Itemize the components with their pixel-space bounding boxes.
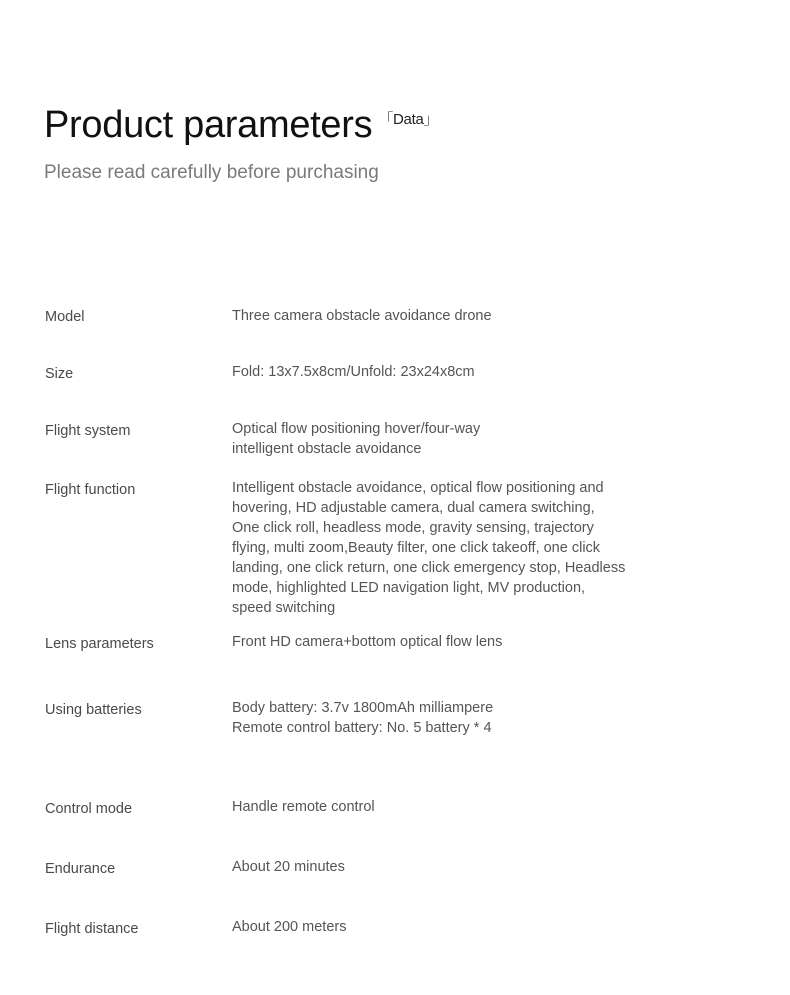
page-subtitle: Please read carefully before purchasing xyxy=(44,162,379,183)
param-value-using-batteries xyxy=(232,698,652,738)
page-title-text: Product parameters xyxy=(44,104,373,146)
param-value-line: Remote control battery: No. 5 battery * 4 xyxy=(232,720,492,736)
param-value-line: Intelligent obstacle avoidance, optical flow positioning and xyxy=(232,480,604,496)
param-value-line: landing, one click return, one click emergency stop, Headless xyxy=(232,560,626,576)
param-value-control-mode xyxy=(232,797,652,817)
page-title-tag: 「Data」 xyxy=(378,111,439,128)
param-value-size xyxy=(232,362,652,382)
param-value-flight-system xyxy=(232,419,652,459)
param-value-line: Optical flow positioning hover/four-way xyxy=(232,421,481,437)
param-label-using-batteries: Using batteries xyxy=(45,702,142,718)
param-value-line: mode, highlighted LED navigation light, MV production, xyxy=(232,580,586,596)
param-value-model xyxy=(232,306,652,326)
param-label-flight-distance: Flight distance xyxy=(45,921,139,937)
param-label-model: Model xyxy=(45,309,85,325)
param-label-control-mode: Control mode xyxy=(45,801,133,817)
param-label-endurance: Endurance xyxy=(45,861,116,877)
param-label-lens-parameters: Lens parameters xyxy=(45,636,154,652)
param-value-flight-function xyxy=(232,478,652,618)
param-value-line: flying, multi zoom,Beauty filter, one click takeoff, one click xyxy=(232,540,601,556)
param-value-lens-parameters xyxy=(232,632,652,652)
param-value-line: Body battery: 3.7v 1800mAh milliampere xyxy=(232,700,494,716)
param-label-flight-system: Flight system xyxy=(45,423,131,439)
param-value-line: Fold: 13x7.5x8cm/Unfold: 23x24x8cm xyxy=(232,364,475,380)
page-title xyxy=(44,104,438,147)
param-value-line: intelligent obstacle avoidance xyxy=(232,441,422,457)
param-label-size: Size xyxy=(45,366,74,382)
param-value-line: One click roll, headless mode, gravity sensing, trajectory xyxy=(232,520,594,536)
param-value-line: Handle remote control xyxy=(232,799,375,815)
param-value-line: Three camera obstacle avoidance drone xyxy=(232,308,492,324)
param-label-flight-function: Flight function xyxy=(45,482,136,498)
param-value-flight-distance xyxy=(232,917,652,937)
param-value-endurance xyxy=(232,857,652,877)
param-value-line: About 20 minutes xyxy=(232,859,345,875)
param-value-line: About 200 meters xyxy=(232,919,347,935)
param-value-line: Front HD camera+bottom optical flow lens xyxy=(232,634,503,650)
param-value-line: speed switching xyxy=(232,600,336,616)
param-value-line: hovering, HD adjustable camera, dual camera switching, xyxy=(232,500,595,516)
